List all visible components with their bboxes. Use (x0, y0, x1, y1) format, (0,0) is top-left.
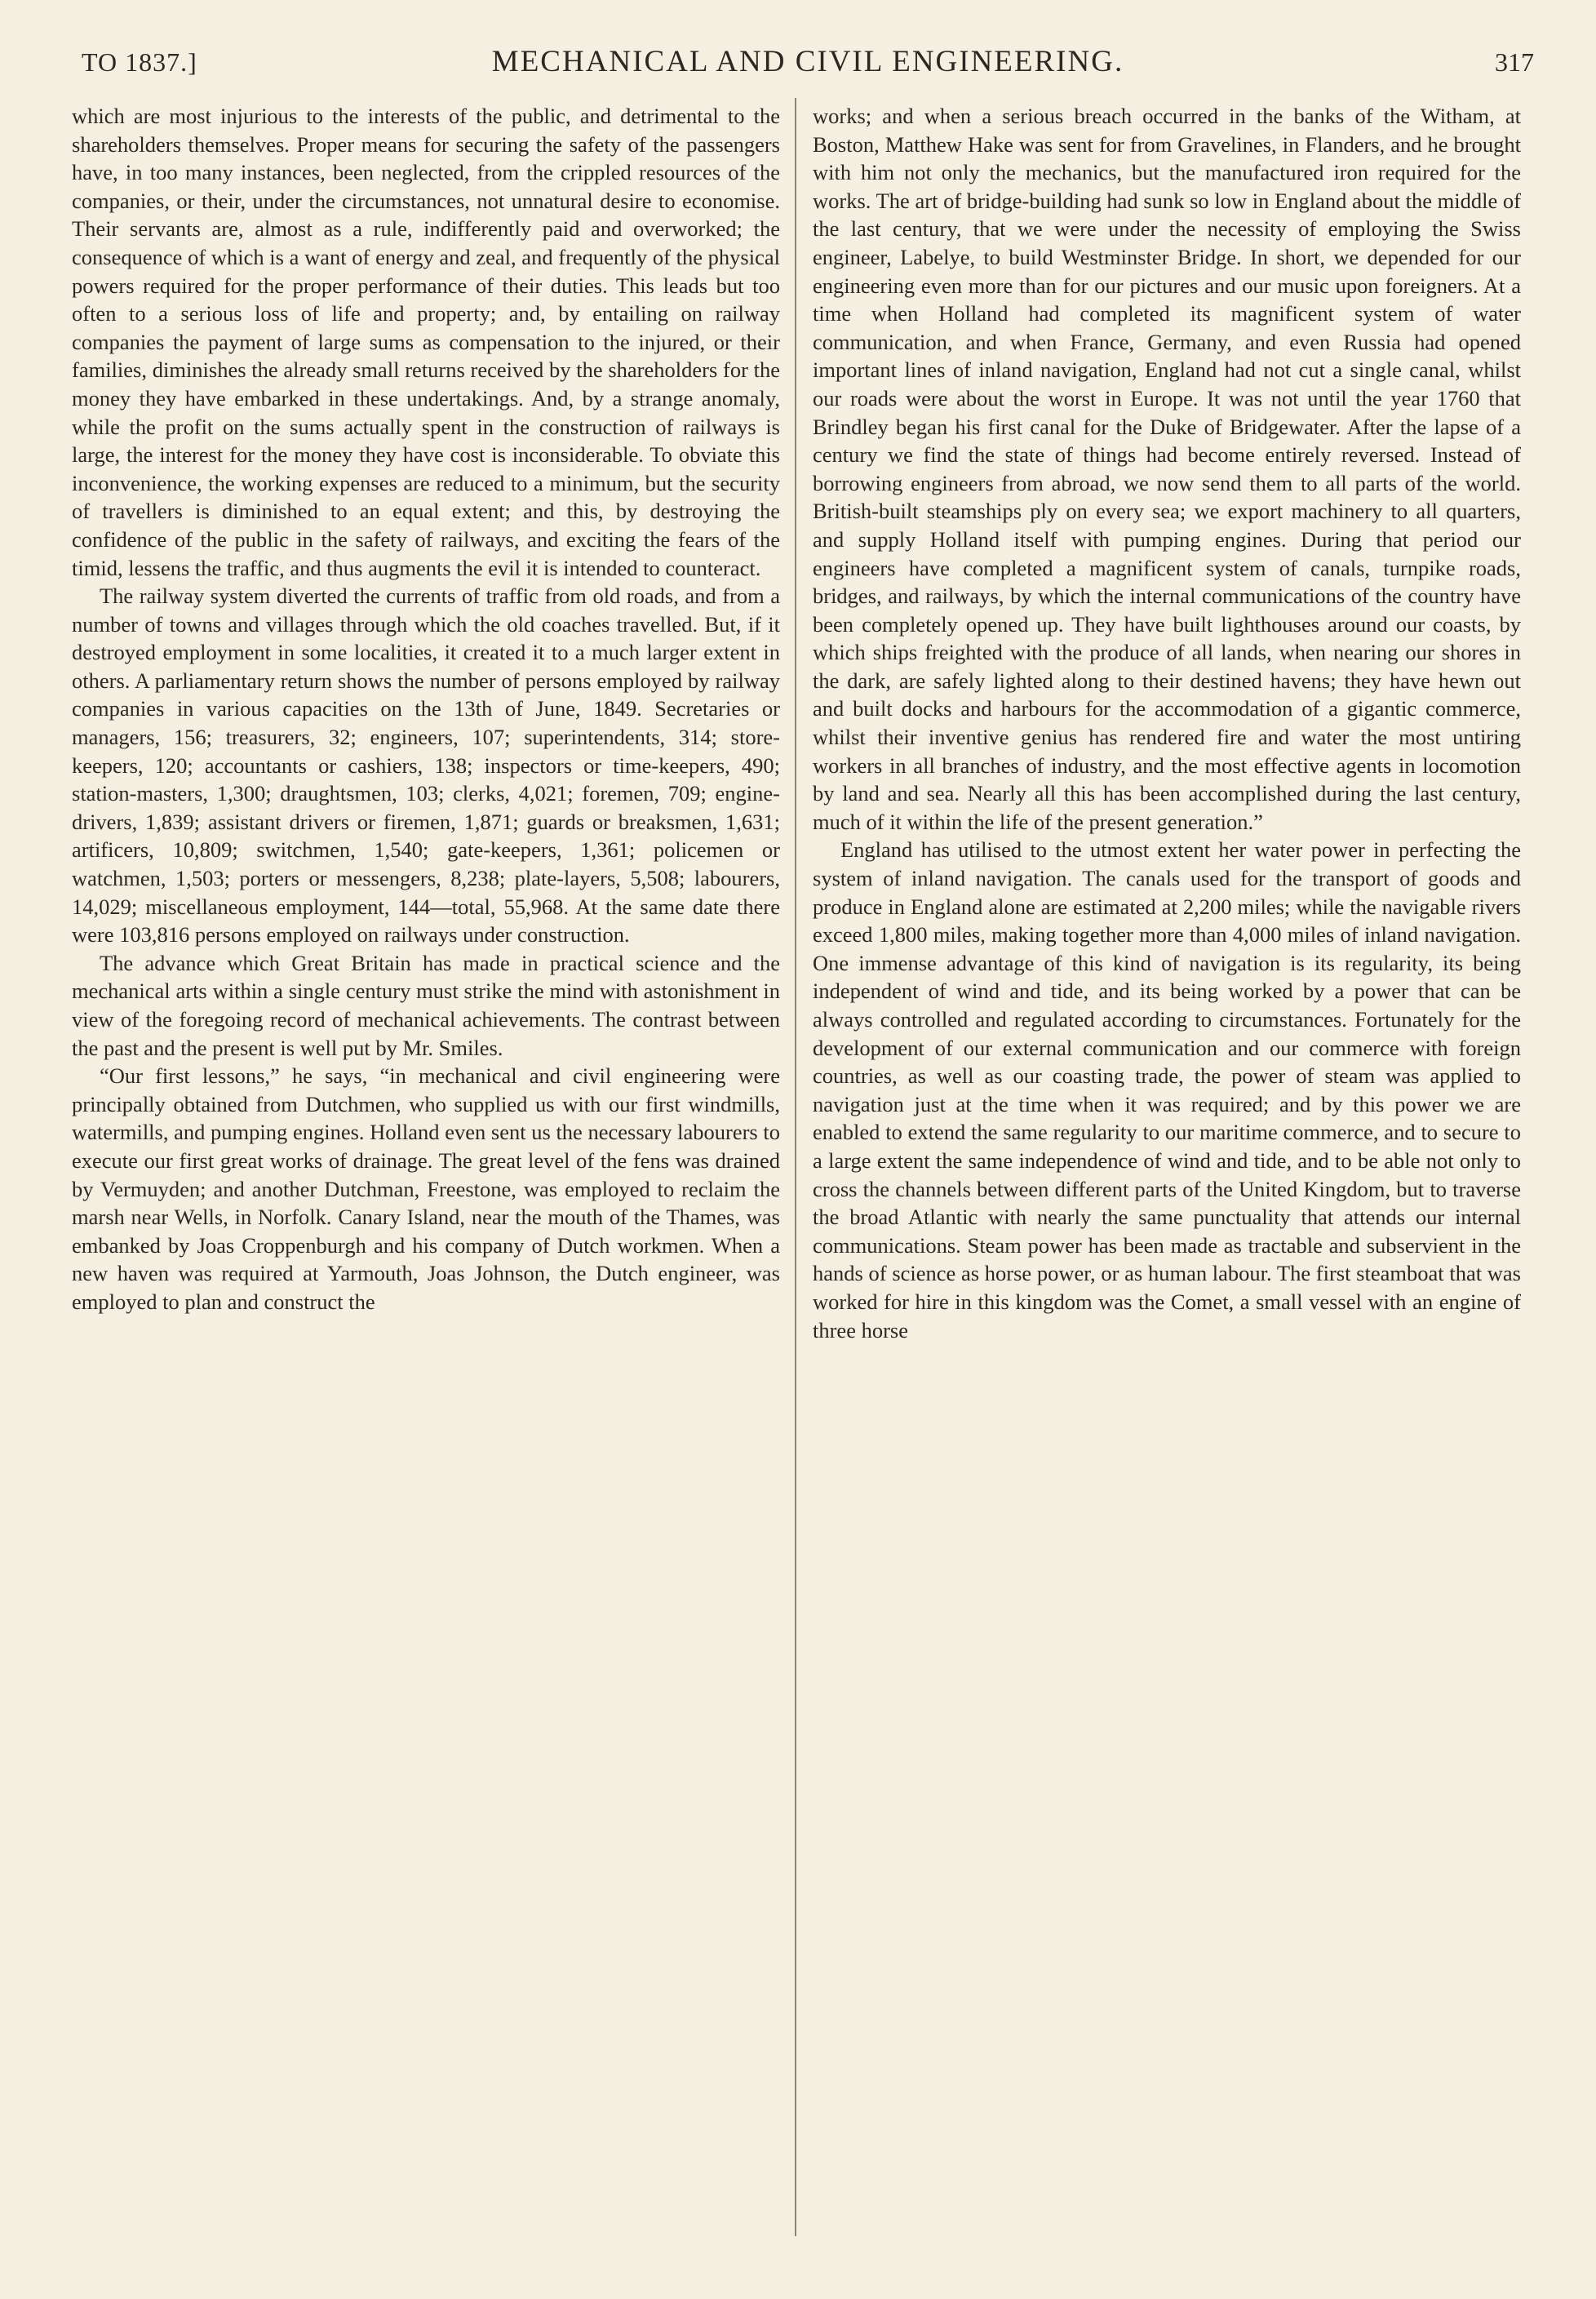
paragraph: works; and when a serious breach occurred in the banks of the Witham, at Boston, Matthew Hake was sent for from Gravelines, in Flanders, and he brought with him not only the mechanics, but the manufactured iron required for the works. The art of bridge-building had sunk so low in England about the middle of the last century, that we were under the necessity of employing the Swiss engineer, Labelye, to build Westminster Bridge. In short, we depended for our engineering even more than for our pictures and our music upon foreigners. At a time when Holland had completed its magnificent system of water communication, and when France, Germany, and even Russia had opened important lines of inland navigation, England had not cut a single canal, whilst our roads were about the worst in Europe. It was not until the year 1760 that Brindley began his first canal for the Duke of Bridgewater. After the lapse of a century we find the state of things had become entirely reversed. Instead of borrowing engineers from abroad, we now send them to all parts of the world. British-built steamships ply on every sea; we export machinery to all quarters, and supply Holland itself with pumping engines. During that period our engineers have completed a magnificent system of canals, turnpike roads, bridges, and railways, by which the internal communications of the country have been completely opened up. They have built lighthouses around our coasts, by which ships freighted with the produce of all lands, when nearing our shores in the dark, are safely lighted along to their destined havens; they have hewn out and built docks and harbours for the accommodation of a gigantic commerce, whilst their inventive genius has rendered fire and water the most untiring workers in all branches of industry, and the most effective agents in locomotion by land and sea. Nearly all this has been accomplished during the last century, much of it within the life of the present generation.” (813, 104, 1521, 834)
paragraph: “Our first lessons,” he says, “in mechanical and civil engineering were principally obtained from Dutchmen, who supplied us with our first windmills, watermills, and pumping engines. Holland even sent us the necessary labourers to execute our first great works of drainage. The great level of the fens was drained by Vermuyden; and another Dutchman, Freestone, was employed to reclaim the marsh near Wells, in Norfolk. Canary Island, near the mouth of the Thames, was embanked by Joas Croppenburgh and his company of Dutch workmen. When a new haven was required at Yarmouth, Joas Johnson, the Dutch engineer, was employed to plan and construct the (72, 1063, 780, 1314)
page-header (82, 39, 1534, 80)
paragraph: which are most injurious to the interests of the public, and detrimental to the shareholders themselves. Proper means for securing the safety of the passengers have, in too many instances, been neglected, from the crippled resources of the companies, or their, under the circumstances, not unnatural desire to economise. Their servants are, almost as a rule, indifferently paid and overworked; the consequence of which is a want of energy and zeal, and frequently of the physical powers required for the proper performance of their duties. This leads but too often to a serious loss of life and property; and, by entailing on railway companies the payment of large sums as compensation to the injured, or their families, diminishes the already small returns received by the shareholders for the money they have embarked in these undertakings. And, by a strange anomaly, while the profit on the sums actually spent in the construction of railways is large, the interest for the money they have cost is inconsiderable. To obviate this inconvenience, the working expenses are reduced to a minimum, but the security of travellers is diminished to an equal extent; and this, by destroying the confidence of the public in the safety of railways, and exciting the fears of the timid, lessens the traffic, and thus augments the evil it is intended to counteract. (72, 104, 780, 580)
left-column (72, 102, 780, 1316)
paragraph: The advance which Great Britain has made in practical science and the mechanical arts within a single century must strike the mind with astonishment in view of the foregoing record of mechanical achievements. The contrast between the past and the present is well put by Mr. Smiles. (72, 950, 780, 1060)
paragraph: England has utilised to the utmost extent her water power in perfecting the system of inland navigation. The canals used for the transport of goods and produce in England alone are estimated at 2,200 miles; while the navigable rivers exceed 1,800 miles, making together more than 4,000 miles of inland navigation. One immense advantage of this kind of navigation is its regularity, its being independent of wind and tide, and its being worked by a power that can be always controlled and regulated according to circumstances. Fortunately for the development of our external communication and our commerce with foreign countries, as well as our coasting trade, the power of steam was applied to navigation just at the time when it was required; and by this power we are enabled to extend the same regularity to our maritime commerce, and to secure to a large extent the same independence of wind and tide, and to be able not only to cross the channels between different parts of the United Kingdom, but to traverse the broad Atlantic with nearly the same punctuality that attends our internal communications. Steam power has been made as tractable and subservient in the hands of science as horse power, or as human labour. The first steamboat that was worked for hire in this kingdom was the Comet, a small vessel with an engine of three horse (813, 837, 1521, 1343)
page-number: 317 (1495, 47, 1534, 77)
column-divider (795, 98, 796, 2236)
running-head-title: MECHANICAL AND CIVIL ENGINEERING. (491, 45, 1124, 78)
running-head-date: TO 1837.] (82, 47, 197, 77)
paragraph: The railway system diverted the currents of traffic from old roads, and from a number of towns and villages through which the old coaches travelled. But, if it destroyed employment in some localities, it created it to a much larger extent in others. A parliamentary return shows the number of persons employed by railway companies in various capacities on the 13th of June, 1849. Secretaries or managers, 156; treasurers, 32; engineers, 107; superintendents, 314; store-keepers, 120; accountants or cashiers, 138; inspectors or time-keepers, 490; station-masters, 1,300; draughtsmen, 103; clerks, 4,021; foremen, 709; engine-drivers, 1,839; assistant drivers or firemen, 1,871; guards or breaksmen, 1,631; artificers, 10,809; switchmen, 1,540; gate-keepers, 1,361; policemen or watchmen, 1,503; porters or messengers, 8,238; plate-layers, 5,508; labourers, 14,029; miscellaneous employment, 144—total, 55,968. At the same date there were 103,816 persons employed on railways under construction. (72, 584, 780, 948)
right-column (813, 102, 1521, 1344)
